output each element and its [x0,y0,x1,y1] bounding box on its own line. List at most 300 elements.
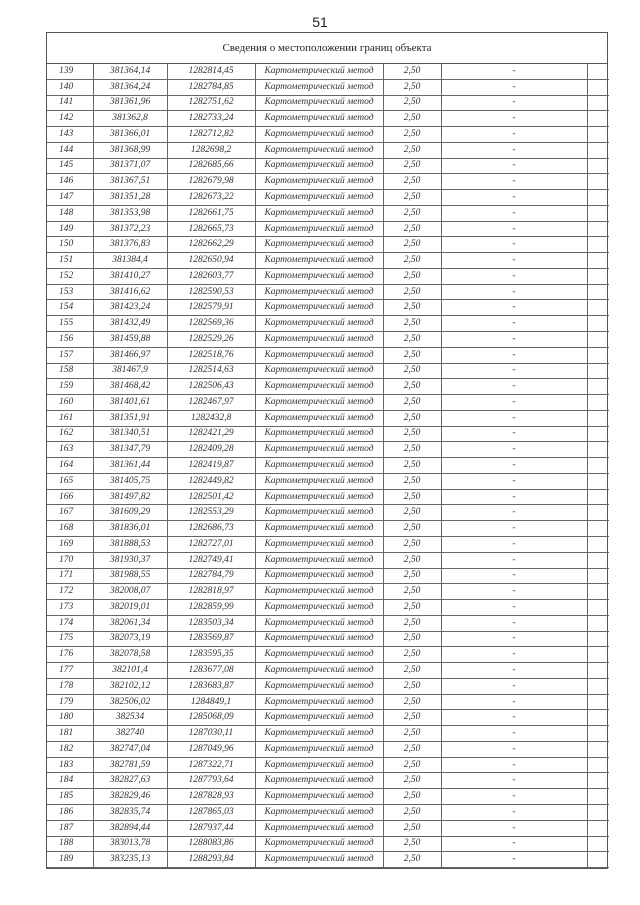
accuracy-cell: 2,50 [383,347,441,363]
y-coordinate-cell: 1287322,71 [167,757,255,773]
y-coordinate-cell: 1282686,73 [167,521,255,537]
x-coordinate-cell: 381466,97 [93,347,167,363]
x-coordinate-cell: 382829,46 [93,789,167,805]
y-coordinate-cell: 1282501,42 [167,489,255,505]
spare-cell [587,379,609,395]
y-coordinate-cell: 1282784,85 [167,79,255,95]
method-cell: Картометрический метод [255,694,383,710]
x-coordinate-cell: 382894,44 [93,820,167,836]
y-coordinate-cell: 1282514,63 [167,363,255,379]
y-coordinate-cell: 1283503,34 [167,615,255,631]
point-number-cell: 174 [47,615,93,631]
spare-cell [587,600,609,616]
spare-cell [587,615,609,631]
spare-cell [587,836,609,852]
method-cell: Картометрический метод [255,600,383,616]
table-row [47,442,609,458]
table-row [47,284,609,300]
method-cell: Картометрический метод [255,458,383,474]
accuracy-cell: 2,50 [383,804,441,820]
point-number-cell: 168 [47,521,93,537]
point-number-cell: 169 [47,536,93,552]
method-cell: Картометрический метод [255,473,383,489]
description-cell: - [441,505,587,521]
table-row [47,95,609,111]
method-cell: Картометрический метод [255,631,383,647]
description-cell: - [441,741,587,757]
description-cell: - [441,363,587,379]
y-coordinate-cell: 1287828,93 [167,789,255,805]
accuracy-cell: 2,50 [383,442,441,458]
x-coordinate-cell: 381347,79 [93,442,167,458]
x-coordinate-cell: 382078,58 [93,647,167,663]
accuracy-cell: 2,50 [383,521,441,537]
spare-cell [587,111,609,127]
y-coordinate-cell: 1282685,66 [167,158,255,174]
description-cell: - [441,426,587,442]
description-cell: - [441,95,587,111]
x-coordinate-cell: 381467,9 [93,363,167,379]
method-cell: Картометрический метод [255,584,383,600]
point-number-cell: 164 [47,458,93,474]
description-cell: - [441,552,587,568]
method-cell: Картометрический метод [255,205,383,221]
y-coordinate-cell: 1287049,96 [167,741,255,757]
point-number-cell: 142 [47,111,93,127]
point-number-cell: 159 [47,379,93,395]
table-row [47,237,609,253]
spare-cell [587,726,609,742]
method-cell: Картометрический метод [255,379,383,395]
table-row [47,127,609,143]
table-row [47,79,609,95]
y-coordinate-cell: 1282449,82 [167,473,255,489]
y-coordinate-cell: 1282698,2 [167,142,255,158]
x-coordinate-cell: 381416,62 [93,284,167,300]
table-row [47,694,609,710]
description-cell: - [441,332,587,348]
y-coordinate-cell: 1282650,94 [167,253,255,269]
accuracy-cell: 2,50 [383,536,441,552]
x-coordinate-cell: 381405,75 [93,473,167,489]
x-coordinate-cell: 383235,13 [93,852,167,868]
point-number-cell: 157 [47,347,93,363]
spare-cell [587,710,609,726]
accuracy-cell: 2,50 [383,111,441,127]
table-row [47,363,609,379]
point-number-cell: 146 [47,174,93,190]
method-cell: Картометрический метод [255,253,383,269]
spare-cell [587,458,609,474]
y-coordinate-cell: 1282506,43 [167,379,255,395]
spare-cell [587,268,609,284]
point-number-cell: 153 [47,284,93,300]
x-coordinate-cell: 382073,19 [93,631,167,647]
table-row [47,253,609,269]
y-coordinate-cell: 1287793,64 [167,773,255,789]
y-coordinate-cell: 1282859,99 [167,600,255,616]
point-number-cell: 167 [47,505,93,521]
description-cell: - [441,205,587,221]
method-cell: Картометрический метод [255,174,383,190]
point-number-cell: 172 [47,584,93,600]
accuracy-cell: 2,50 [383,836,441,852]
method-cell: Картометрический метод [255,568,383,584]
spare-cell [587,237,609,253]
table-row [47,458,609,474]
description-cell: - [441,710,587,726]
method-cell: Картометрический метод [255,726,383,742]
spare-cell [587,852,609,868]
y-coordinate-cell: 1282603,77 [167,268,255,284]
x-coordinate-cell: 382827,63 [93,773,167,789]
description-cell: - [441,127,587,143]
method-cell: Картометрический метод [255,284,383,300]
y-coordinate-cell: 1283683,87 [167,678,255,694]
table-title: Сведения о местоположении границ объекта [47,33,607,64]
accuracy-cell: 2,50 [383,678,441,694]
table-row [47,836,609,852]
y-coordinate-cell: 1283595,35 [167,647,255,663]
table-row [47,600,609,616]
method-cell: Картометрический метод [255,111,383,127]
boundary-table-sheet [46,32,608,869]
method-cell: Картометрический метод [255,804,383,820]
method-cell: Картометрический метод [255,442,383,458]
accuracy-cell: 2,50 [383,316,441,332]
point-number-cell: 162 [47,426,93,442]
accuracy-cell: 2,50 [383,379,441,395]
spare-cell [587,647,609,663]
description-cell: - [441,473,587,489]
description-cell: - [441,442,587,458]
x-coordinate-cell: 381423,24 [93,300,167,316]
accuracy-cell: 2,50 [383,221,441,237]
spare-cell [587,363,609,379]
x-coordinate-cell: 381366,01 [93,127,167,143]
point-number-cell: 161 [47,410,93,426]
description-cell: - [441,521,587,537]
accuracy-cell: 2,50 [383,363,441,379]
x-coordinate-cell: 381353,98 [93,205,167,221]
method-cell: Картометрический метод [255,820,383,836]
method-cell: Картометрический метод [255,268,383,284]
y-coordinate-cell: 1283677,08 [167,663,255,679]
method-cell: Картометрический метод [255,395,383,411]
table-row [47,789,609,805]
point-number-cell: 170 [47,552,93,568]
y-coordinate-cell: 1287030,11 [167,726,255,742]
method-cell: Картометрический метод [255,741,383,757]
y-coordinate-cell: 1282814,45 [167,64,255,79]
table-row [47,395,609,411]
description-cell: - [441,111,587,127]
spare-cell [587,552,609,568]
spare-cell [587,505,609,521]
method-cell: Картометрический метод [255,757,383,773]
table-row [47,773,609,789]
table-row [47,489,609,505]
y-coordinate-cell: 1282661,75 [167,205,255,221]
point-number-cell: 144 [47,142,93,158]
y-coordinate-cell: 1282727,01 [167,536,255,552]
method-cell: Картометрический метод [255,79,383,95]
y-coordinate-cell: 1283569,87 [167,631,255,647]
point-number-cell: 176 [47,647,93,663]
spare-cell [587,332,609,348]
accuracy-cell: 2,50 [383,615,441,631]
point-number-cell: 145 [47,158,93,174]
point-number-cell: 189 [47,852,93,868]
x-coordinate-cell: 381340,51 [93,426,167,442]
description-cell: - [441,316,587,332]
x-coordinate-cell: 381351,28 [93,190,167,206]
point-number-cell: 175 [47,631,93,647]
y-coordinate-cell: 1285068,09 [167,710,255,726]
method-cell: Картометрический метод [255,426,383,442]
spare-cell [587,142,609,158]
spare-cell [587,741,609,757]
table-row [47,584,609,600]
method-cell: Картометрический метод [255,158,383,174]
description-cell: - [441,253,587,269]
boundary-points-table [47,64,609,868]
table-row [47,111,609,127]
point-number-cell: 151 [47,253,93,269]
method-cell: Картометрический метод [255,64,383,79]
accuracy-cell: 2,50 [383,852,441,868]
table-row [47,536,609,552]
accuracy-cell: 2,50 [383,663,441,679]
table-row [47,521,609,537]
accuracy-cell: 2,50 [383,710,441,726]
description-cell: - [441,174,587,190]
y-coordinate-cell: 1282569,36 [167,316,255,332]
x-coordinate-cell: 381497,82 [93,489,167,505]
spare-cell [587,694,609,710]
accuracy-cell: 2,50 [383,584,441,600]
y-coordinate-cell: 1282662,29 [167,237,255,253]
spare-cell [587,395,609,411]
accuracy-cell: 2,50 [383,142,441,158]
description-cell: - [441,694,587,710]
x-coordinate-cell: 382101,4 [93,663,167,679]
accuracy-cell: 2,50 [383,205,441,221]
y-coordinate-cell: 1282421,29 [167,426,255,442]
point-number-cell: 163 [47,442,93,458]
method-cell: Картометрический метод [255,489,383,505]
spare-cell [587,473,609,489]
accuracy-cell: 2,50 [383,773,441,789]
point-number-cell: 139 [47,64,93,79]
description-cell: - [441,631,587,647]
accuracy-cell: 2,50 [383,253,441,269]
x-coordinate-cell: 382102,12 [93,678,167,694]
description-cell: - [441,410,587,426]
y-coordinate-cell: 1282673,22 [167,190,255,206]
table-row [47,190,609,206]
x-coordinate-cell: 381364,24 [93,79,167,95]
accuracy-cell: 2,50 [383,552,441,568]
description-cell: - [441,458,587,474]
spare-cell [587,678,609,694]
method-cell: Картометрический метод [255,127,383,143]
description-cell: - [441,395,587,411]
description-cell: - [441,615,587,631]
table-row [47,473,609,489]
spare-cell [587,300,609,316]
description-cell: - [441,158,587,174]
table-row [47,158,609,174]
description-cell: - [441,836,587,852]
spare-cell [587,773,609,789]
spare-cell [587,536,609,552]
point-number-cell: 156 [47,332,93,348]
x-coordinate-cell: 381361,96 [93,95,167,111]
description-cell: - [441,64,587,79]
point-number-cell: 177 [47,663,93,679]
description-cell: - [441,852,587,868]
point-number-cell: 155 [47,316,93,332]
method-cell: Картометрический метод [255,95,383,111]
method-cell: Картометрический метод [255,316,383,332]
accuracy-cell: 2,50 [383,79,441,95]
y-coordinate-cell: 1282665,73 [167,221,255,237]
spare-cell [587,64,609,79]
accuracy-cell: 2,50 [383,694,441,710]
description-cell: - [441,789,587,805]
y-coordinate-cell: 1282432,8 [167,410,255,426]
table-row [47,804,609,820]
spare-cell [587,158,609,174]
point-number-cell: 188 [47,836,93,852]
description-cell: - [441,300,587,316]
y-coordinate-cell: 1282679,98 [167,174,255,190]
description-cell: - [441,79,587,95]
description-cell: - [441,678,587,694]
table-row [47,663,609,679]
spare-cell [587,284,609,300]
x-coordinate-cell: 381371,07 [93,158,167,174]
spare-cell [587,789,609,805]
spare-cell [587,521,609,537]
description-cell: - [441,284,587,300]
point-number-cell: 187 [47,820,93,836]
x-coordinate-cell: 382019,01 [93,600,167,616]
point-number-cell: 184 [47,773,93,789]
accuracy-cell: 2,50 [383,647,441,663]
point-number-cell: 179 [47,694,93,710]
table-row [47,379,609,395]
point-number-cell: 166 [47,489,93,505]
point-number-cell: 154 [47,300,93,316]
page-number: 51 [312,14,328,30]
method-cell: Картометрический метод [255,647,383,663]
point-number-cell: 141 [47,95,93,111]
spare-cell [587,205,609,221]
x-coordinate-cell: 381351,91 [93,410,167,426]
x-coordinate-cell: 381988,55 [93,568,167,584]
method-cell: Картометрический метод [255,521,383,537]
accuracy-cell: 2,50 [383,489,441,505]
table-row [47,205,609,221]
method-cell: Картометрический метод [255,237,383,253]
point-number-cell: 148 [47,205,93,221]
x-coordinate-cell: 381372,23 [93,221,167,237]
method-cell: Картометрический метод [255,552,383,568]
spare-cell [587,221,609,237]
table-row [47,757,609,773]
x-coordinate-cell: 382740 [93,726,167,742]
point-number-cell: 181 [47,726,93,742]
table-row [47,332,609,348]
y-coordinate-cell: 1282579,91 [167,300,255,316]
description-cell: - [441,647,587,663]
accuracy-cell: 2,50 [383,332,441,348]
spare-cell [587,584,609,600]
table-row [47,142,609,158]
description-cell: - [441,237,587,253]
x-coordinate-cell: 381384,4 [93,253,167,269]
y-coordinate-cell: 1282733,24 [167,111,255,127]
y-coordinate-cell: 1282818,97 [167,584,255,600]
point-number-cell: 171 [47,568,93,584]
spare-cell [587,757,609,773]
table-row [47,710,609,726]
accuracy-cell: 2,50 [383,174,441,190]
y-coordinate-cell: 1282419,87 [167,458,255,474]
x-coordinate-cell: 381401,61 [93,395,167,411]
description-cell: - [441,536,587,552]
point-number-cell: 160 [47,395,93,411]
point-number-cell: 158 [47,363,93,379]
accuracy-cell: 2,50 [383,568,441,584]
x-coordinate-cell: 382061,34 [93,615,167,631]
x-coordinate-cell: 382008,07 [93,584,167,600]
point-number-cell: 185 [47,789,93,805]
description-cell: - [441,190,587,206]
y-coordinate-cell: 1284849,1 [167,694,255,710]
accuracy-cell: 2,50 [383,127,441,143]
x-coordinate-cell: 381836,01 [93,521,167,537]
spare-cell [587,316,609,332]
x-coordinate-cell: 381364,14 [93,64,167,79]
table-row [47,678,609,694]
table-row [47,347,609,363]
accuracy-cell: 2,50 [383,505,441,521]
y-coordinate-cell: 1282590,53 [167,284,255,300]
table-row [47,316,609,332]
accuracy-cell: 2,50 [383,757,441,773]
table-row [47,64,609,79]
table-row [47,615,609,631]
x-coordinate-cell: 381888,53 [93,536,167,552]
description-cell: - [441,489,587,505]
x-coordinate-cell: 381468,42 [93,379,167,395]
description-cell: - [441,663,587,679]
x-coordinate-cell: 382534 [93,710,167,726]
point-number-cell: 165 [47,473,93,489]
spare-cell [587,127,609,143]
table-row [47,552,609,568]
x-coordinate-cell: 382506,02 [93,694,167,710]
spare-cell [587,804,609,820]
x-coordinate-cell: 383013,78 [93,836,167,852]
accuracy-cell: 2,50 [383,284,441,300]
x-coordinate-cell: 381362,8 [93,111,167,127]
accuracy-cell: 2,50 [383,64,441,79]
method-cell: Картометрический метод [255,142,383,158]
